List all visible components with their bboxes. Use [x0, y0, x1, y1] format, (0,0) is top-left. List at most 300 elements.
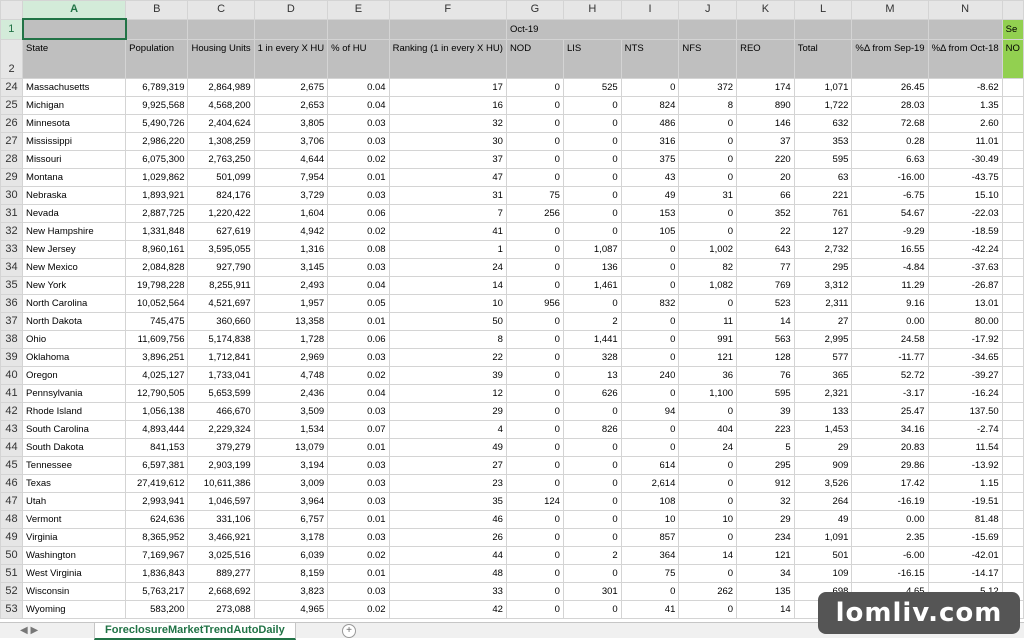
value-cell[interactable]: 0 — [563, 151, 621, 169]
value-cell[interactable]: 109 — [794, 565, 852, 583]
value-cell[interactable]: 1,046,597 — [188, 493, 254, 511]
value-cell[interactable]: 889,277 — [188, 565, 254, 583]
value-cell[interactable]: 1,087 — [563, 241, 621, 259]
value-cell[interactable]: 4,568,200 — [188, 97, 254, 115]
value-cell[interactable]: 0 — [506, 97, 563, 115]
value-cell[interactable]: 49 — [621, 187, 679, 205]
value-cell[interactable]: 11.29 — [852, 277, 928, 295]
value-cell[interactable]: -4.84 — [852, 259, 928, 277]
value-cell[interactable]: 121 — [679, 349, 737, 367]
value-cell[interactable]: 0 — [563, 169, 621, 187]
value-cell[interactable]: 82 — [679, 259, 737, 277]
value-cell[interactable]: 0 — [679, 223, 737, 241]
row-header[interactable]: 51 — [1, 565, 23, 583]
row-header[interactable]: 53 — [1, 601, 23, 619]
value-cell[interactable]: 364 — [621, 547, 679, 565]
value-cell[interactable]: 0 — [621, 421, 679, 439]
value-cell[interactable]: -30.49 — [928, 151, 1002, 169]
value-cell[interactable]: 1,957 — [254, 295, 328, 313]
row-header[interactable]: 47 — [1, 493, 23, 511]
column-heading[interactable]: 1 in every X HU — [254, 39, 328, 79]
value-cell[interactable]: 0 — [621, 313, 679, 331]
value-cell[interactable]: 0 — [506, 313, 563, 331]
col-header-h[interactable]: H — [563, 1, 621, 20]
value-cell[interactable]: 3,194 — [254, 457, 328, 475]
value-cell[interactable]: -13.92 — [928, 457, 1002, 475]
value-cell[interactable]: 0 — [506, 421, 563, 439]
value-cell[interactable]: 135 — [737, 583, 795, 601]
value-cell[interactable]: 5,653,599 — [188, 385, 254, 403]
value-cell[interactable]: 0.04 — [328, 97, 389, 115]
value-cell[interactable]: -22.03 — [928, 205, 1002, 223]
state-cell[interactable]: South Dakota — [23, 439, 126, 457]
value-cell[interactable]: 24 — [389, 259, 506, 277]
value-cell[interactable]: 0 — [506, 601, 563, 619]
value-cell[interactable]: 8,960,161 — [126, 241, 188, 259]
value-cell[interactable]: 301 — [563, 583, 621, 601]
value-cell[interactable]: 223 — [737, 421, 795, 439]
value-cell[interactable]: 3,595,055 — [188, 241, 254, 259]
value-cell[interactable]: 262 — [679, 583, 737, 601]
cell[interactable] — [1002, 277, 1023, 295]
value-cell[interactable]: 0.02 — [328, 547, 389, 565]
value-cell[interactable]: 501 — [794, 547, 852, 565]
value-cell[interactable]: 523 — [737, 295, 795, 313]
value-cell[interactable]: -42.01 — [928, 547, 1002, 565]
value-cell[interactable]: 1,893,921 — [126, 187, 188, 205]
value-cell[interactable]: 4 — [389, 421, 506, 439]
value-cell[interactable]: 0 — [679, 457, 737, 475]
state-cell[interactable]: Ohio — [23, 331, 126, 349]
value-cell[interactable]: 1,100 — [679, 385, 737, 403]
state-cell[interactable]: Nevada — [23, 205, 126, 223]
value-cell[interactable]: 11,609,756 — [126, 331, 188, 349]
state-cell[interactable]: Vermont — [23, 511, 126, 529]
cell[interactable] — [1002, 241, 1023, 259]
state-cell[interactable]: Massachusetts — [23, 79, 126, 97]
value-cell[interactable]: 1,453 — [794, 421, 852, 439]
col-header-f[interactable]: F — [389, 1, 506, 20]
value-cell[interactable]: 577 — [794, 349, 852, 367]
value-cell[interactable]: 221 — [794, 187, 852, 205]
value-cell[interactable]: 0 — [621, 241, 679, 259]
value-cell[interactable]: 22 — [389, 349, 506, 367]
value-cell[interactable]: 2,732 — [794, 241, 852, 259]
cell[interactable] — [1002, 169, 1023, 187]
value-cell[interactable]: 0.05 — [328, 295, 389, 313]
value-cell[interactable]: 16 — [389, 97, 506, 115]
value-cell[interactable]: 10,052,564 — [126, 295, 188, 313]
value-cell[interactable]: 2,993,941 — [126, 493, 188, 511]
value-cell[interactable]: 0 — [621, 331, 679, 349]
value-cell[interactable]: 13,358 — [254, 313, 328, 331]
value-cell[interactable]: 6,039 — [254, 547, 328, 565]
row-header[interactable]: 36 — [1, 295, 23, 313]
value-cell[interactable]: -3.17 — [852, 385, 928, 403]
value-cell[interactable]: -17.92 — [928, 331, 1002, 349]
value-cell[interactable]: 25.47 — [852, 403, 928, 421]
value-cell[interactable]: 20 — [737, 169, 795, 187]
col-header-k[interactable]: K — [737, 1, 795, 20]
value-cell[interactable]: 34 — [737, 565, 795, 583]
value-cell[interactable]: 0.03 — [328, 349, 389, 367]
value-cell[interactable]: 256 — [506, 205, 563, 223]
value-cell[interactable]: 0 — [679, 601, 737, 619]
value-cell[interactable]: 11.01 — [928, 133, 1002, 151]
value-cell[interactable]: 0 — [679, 475, 737, 493]
col-header-a[interactable]: A — [23, 1, 126, 20]
row-header[interactable]: 2 — [1, 39, 23, 79]
value-cell[interactable]: 2,969 — [254, 349, 328, 367]
value-cell[interactable]: 8 — [679, 97, 737, 115]
col-header-d[interactable]: D — [254, 1, 328, 20]
state-cell[interactable]: Virginia — [23, 529, 126, 547]
value-cell[interactable]: 0 — [563, 601, 621, 619]
value-cell[interactable]: 29 — [794, 439, 852, 457]
state-cell[interactable]: New Mexico — [23, 259, 126, 277]
cell[interactable] — [328, 19, 389, 39]
value-cell[interactable]: 41 — [621, 601, 679, 619]
state-cell[interactable]: Rhode Island — [23, 403, 126, 421]
value-cell[interactable]: 890 — [737, 97, 795, 115]
value-cell[interactable]: 2,675 — [254, 79, 328, 97]
value-cell[interactable]: 841,153 — [126, 439, 188, 457]
value-cell[interactable]: 20.83 — [852, 439, 928, 457]
value-cell[interactable]: 146 — [737, 115, 795, 133]
value-cell[interactable]: 7,954 — [254, 169, 328, 187]
value-cell[interactable]: 2 — [563, 313, 621, 331]
value-cell[interactable]: 43 — [621, 169, 679, 187]
row-header[interactable]: 42 — [1, 403, 23, 421]
value-cell[interactable]: 0.03 — [328, 403, 389, 421]
row-header[interactable]: 34 — [1, 259, 23, 277]
column-heading[interactable]: %Δ from Sep-19 — [852, 39, 928, 79]
row-header[interactable]: 46 — [1, 475, 23, 493]
value-cell[interactable]: 375 — [621, 151, 679, 169]
row-header[interactable]: 26 — [1, 115, 23, 133]
value-cell[interactable]: 2,311 — [794, 295, 852, 313]
row-header[interactable]: 41 — [1, 385, 23, 403]
value-cell[interactable]: 174 — [737, 79, 795, 97]
value-cell[interactable]: 1,461 — [563, 277, 621, 295]
value-cell[interactable]: 24.58 — [852, 331, 928, 349]
col-header-o[interactable] — [1002, 1, 1023, 20]
value-cell[interactable]: 0 — [506, 565, 563, 583]
value-cell[interactable]: 0 — [621, 583, 679, 601]
value-cell[interactable]: 352 — [737, 205, 795, 223]
value-cell[interactable]: 0 — [506, 367, 563, 385]
value-cell[interactable]: 9,925,568 — [126, 97, 188, 115]
value-cell[interactable]: 23 — [389, 475, 506, 493]
value-cell[interactable]: 0 — [679, 403, 737, 421]
value-cell[interactable]: 626 — [563, 385, 621, 403]
value-cell[interactable]: 10 — [679, 511, 737, 529]
state-cell[interactable]: Michigan — [23, 97, 126, 115]
value-cell[interactable]: 0 — [563, 403, 621, 421]
value-cell[interactable]: 1,836,843 — [126, 565, 188, 583]
col-header-e[interactable]: E — [328, 1, 389, 20]
value-cell[interactable]: 769 — [737, 277, 795, 295]
col-header-g[interactable]: G — [506, 1, 563, 20]
value-cell[interactable]: 614 — [621, 457, 679, 475]
row-header[interactable]: 43 — [1, 421, 23, 439]
row-header[interactable]: 30 — [1, 187, 23, 205]
value-cell[interactable]: 1,029,862 — [126, 169, 188, 187]
value-cell[interactable]: 0 — [679, 295, 737, 313]
value-cell[interactable]: 316 — [621, 133, 679, 151]
value-cell[interactable]: 1,220,422 — [188, 205, 254, 223]
state-cell[interactable]: Utah — [23, 493, 126, 511]
state-cell[interactable]: North Carolina — [23, 295, 126, 313]
value-cell[interactable]: 33 — [389, 583, 506, 601]
value-cell[interactable]: 0 — [679, 493, 737, 511]
cell[interactable] — [1002, 565, 1023, 583]
value-cell[interactable]: 1,441 — [563, 331, 621, 349]
value-cell[interactable]: 624,636 — [126, 511, 188, 529]
column-heading[interactable]: NFS — [679, 39, 737, 79]
row-header[interactable]: 52 — [1, 583, 23, 601]
value-cell[interactable]: 0 — [621, 349, 679, 367]
value-cell[interactable]: 0 — [563, 97, 621, 115]
value-cell[interactable]: 37 — [737, 133, 795, 151]
cell[interactable] — [1002, 97, 1023, 115]
value-cell[interactable]: 6,757 — [254, 511, 328, 529]
value-cell[interactable]: 2 — [563, 547, 621, 565]
value-cell[interactable]: 2,887,725 — [126, 205, 188, 223]
value-cell[interactable]: -37.63 — [928, 259, 1002, 277]
value-cell[interactable]: -16.00 — [852, 169, 928, 187]
value-cell[interactable]: 0.08 — [328, 241, 389, 259]
value-cell[interactable]: 0 — [679, 115, 737, 133]
value-cell[interactable]: 0 — [506, 259, 563, 277]
cell[interactable] — [126, 19, 188, 39]
value-cell[interactable]: 121 — [737, 547, 795, 565]
column-heading[interactable]: LIS — [563, 39, 621, 79]
cell[interactable] — [1002, 457, 1023, 475]
value-cell[interactable]: 0.02 — [328, 151, 389, 169]
value-cell[interactable]: 0 — [506, 457, 563, 475]
value-cell[interactable]: 63 — [794, 169, 852, 187]
value-cell[interactable]: 11.54 — [928, 439, 1002, 457]
value-cell[interactable]: 0.01 — [328, 313, 389, 331]
value-cell[interactable]: 0 — [563, 205, 621, 223]
state-cell[interactable]: Pennsylvania — [23, 385, 126, 403]
value-cell[interactable]: 5 — [737, 439, 795, 457]
value-cell[interactable]: 365 — [794, 367, 852, 385]
col-header-c[interactable]: C — [188, 1, 254, 20]
value-cell[interactable]: 0.03 — [328, 133, 389, 151]
value-cell[interactable]: 295 — [737, 457, 795, 475]
value-cell[interactable]: 5,763,217 — [126, 583, 188, 601]
state-cell[interactable]: Texas — [23, 475, 126, 493]
value-cell[interactable]: 3,706 — [254, 133, 328, 151]
value-cell[interactable]: 1,091 — [794, 529, 852, 547]
value-cell[interactable]: 0 — [506, 115, 563, 133]
value-cell[interactable]: 1,082 — [679, 277, 737, 295]
value-cell[interactable]: 0 — [563, 223, 621, 241]
select-all-corner[interactable] — [1, 1, 23, 20]
value-cell[interactable]: 77 — [737, 259, 795, 277]
value-cell[interactable]: 2,614 — [621, 475, 679, 493]
value-cell[interactable]: 127 — [794, 223, 852, 241]
value-cell[interactable]: 525 — [563, 79, 621, 97]
value-cell[interactable]: 1,308,259 — [188, 133, 254, 151]
value-cell[interactable]: -11.77 — [852, 349, 928, 367]
value-cell[interactable]: 5,490,726 — [126, 115, 188, 133]
value-cell[interactable]: 8,365,952 — [126, 529, 188, 547]
value-cell[interactable]: 0.03 — [328, 529, 389, 547]
value-cell[interactable]: 1,728 — [254, 331, 328, 349]
value-cell[interactable]: 34.16 — [852, 421, 928, 439]
value-cell[interactable]: 486 — [621, 115, 679, 133]
value-cell[interactable]: 909 — [794, 457, 852, 475]
value-cell[interactable]: 832 — [621, 295, 679, 313]
value-cell[interactable]: -43.75 — [928, 169, 1002, 187]
value-cell[interactable]: 66 — [737, 187, 795, 205]
value-cell[interactable]: 1,534 — [254, 421, 328, 439]
column-heading[interactable]: Population — [126, 39, 188, 79]
column-heading[interactable]: %Δ from Oct-18 — [928, 39, 1002, 79]
value-cell[interactable]: 29 — [389, 403, 506, 421]
value-cell[interactable]: 0.01 — [328, 511, 389, 529]
value-cell[interactable]: 0 — [679, 133, 737, 151]
cell[interactable] — [1002, 349, 1023, 367]
value-cell[interactable]: 44 — [389, 547, 506, 565]
value-cell[interactable]: 31 — [389, 187, 506, 205]
value-cell[interactable]: -14.17 — [928, 565, 1002, 583]
value-cell[interactable]: 14 — [737, 601, 795, 619]
value-cell[interactable]: 0 — [563, 115, 621, 133]
value-cell[interactable]: 4,025,127 — [126, 367, 188, 385]
value-cell[interactable]: 295 — [794, 259, 852, 277]
value-cell[interactable]: 331,106 — [188, 511, 254, 529]
cell[interactable] — [1002, 187, 1023, 205]
value-cell[interactable]: 12,790,505 — [126, 385, 188, 403]
value-cell[interactable]: 2,668,692 — [188, 583, 254, 601]
value-cell[interactable]: -16.19 — [852, 493, 928, 511]
value-cell[interactable]: 563 — [737, 331, 795, 349]
cell[interactable] — [1002, 475, 1023, 493]
value-cell[interactable]: -16.15 — [852, 565, 928, 583]
state-cell[interactable]: New York — [23, 277, 126, 295]
value-cell[interactable]: 0 — [563, 475, 621, 493]
value-cell[interactable]: 0 — [506, 133, 563, 151]
value-cell[interactable]: 7,169,967 — [126, 547, 188, 565]
add-sheet-icon[interactable]: + — [342, 624, 356, 638]
value-cell[interactable]: 0 — [506, 583, 563, 601]
value-cell[interactable]: 0 — [506, 241, 563, 259]
state-cell[interactable]: Oregon — [23, 367, 126, 385]
row-header[interactable]: 44 — [1, 439, 23, 457]
cell[interactable] — [1002, 331, 1023, 349]
row-header[interactable]: 37 — [1, 313, 23, 331]
value-cell[interactable]: 595 — [794, 151, 852, 169]
value-cell[interactable]: 26.45 — [852, 79, 928, 97]
value-cell[interactable]: 0 — [621, 79, 679, 97]
value-cell[interactable]: -26.87 — [928, 277, 1002, 295]
cell[interactable] — [852, 19, 928, 39]
state-cell[interactable]: Washington — [23, 547, 126, 565]
value-cell[interactable]: 2,986,220 — [126, 133, 188, 151]
cell[interactable] — [679, 19, 737, 39]
cell[interactable] — [1002, 367, 1023, 385]
value-cell[interactable]: 2,653 — [254, 97, 328, 115]
value-cell[interactable]: 0 — [506, 529, 563, 547]
cell[interactable] — [928, 19, 1002, 39]
value-cell[interactable]: 72.68 — [852, 115, 928, 133]
cell[interactable] — [1002, 439, 1023, 457]
row-header[interactable]: 32 — [1, 223, 23, 241]
cell[interactable] — [1002, 529, 1023, 547]
value-cell[interactable]: 824,176 — [188, 187, 254, 205]
value-cell[interactable]: 0 — [506, 169, 563, 187]
value-cell[interactable]: 240 — [621, 367, 679, 385]
value-cell[interactable]: 24 — [679, 439, 737, 457]
value-cell[interactable]: 1,733,041 — [188, 367, 254, 385]
value-cell[interactable]: 75 — [621, 565, 679, 583]
value-cell[interactable]: -6.75 — [852, 187, 928, 205]
cell[interactable] — [1002, 313, 1023, 331]
value-cell[interactable]: 0.03 — [328, 259, 389, 277]
value-cell[interactable]: -18.59 — [928, 223, 1002, 241]
value-cell[interactable]: 22 — [737, 223, 795, 241]
value-cell[interactable]: 0 — [621, 259, 679, 277]
value-cell[interactable]: 2,229,324 — [188, 421, 254, 439]
value-cell[interactable]: 0.04 — [328, 277, 389, 295]
value-cell[interactable]: 0 — [563, 133, 621, 151]
column-heading[interactable]: % of HU — [328, 39, 389, 79]
row-header[interactable]: 35 — [1, 277, 23, 295]
value-cell[interactable]: 220 — [737, 151, 795, 169]
value-cell[interactable]: 2,084,828 — [126, 259, 188, 277]
value-cell[interactable]: 0.00 — [852, 313, 928, 331]
value-cell[interactable]: 4,748 — [254, 367, 328, 385]
value-cell[interactable]: 826 — [563, 421, 621, 439]
state-cell[interactable]: Minnesota — [23, 115, 126, 133]
value-cell[interactable]: 49 — [794, 511, 852, 529]
value-cell[interactable]: 824 — [621, 97, 679, 115]
selected-cell-a1[interactable] — [23, 19, 126, 39]
value-cell[interactable]: 0.03 — [328, 583, 389, 601]
value-cell[interactable]: 0 — [563, 565, 621, 583]
value-cell[interactable]: 27,419,612 — [126, 475, 188, 493]
value-cell[interactable]: 0.02 — [328, 223, 389, 241]
value-cell[interactable]: 19,798,228 — [126, 277, 188, 295]
value-cell[interactable]: 4,893,444 — [126, 421, 188, 439]
value-cell[interactable]: 32 — [737, 493, 795, 511]
value-cell[interactable]: 0 — [563, 187, 621, 205]
column-heading[interactable]: State — [23, 39, 126, 79]
value-cell[interactable]: 1,712,841 — [188, 349, 254, 367]
value-cell[interactable]: 372 — [679, 79, 737, 97]
value-cell[interactable]: -39.27 — [928, 367, 1002, 385]
value-cell[interactable]: 46 — [389, 511, 506, 529]
cell[interactable] — [254, 19, 328, 39]
value-cell[interactable]: 15.10 — [928, 187, 1002, 205]
value-cell[interactable]: 0.02 — [328, 601, 389, 619]
value-cell[interactable]: 0.00 — [852, 511, 928, 529]
month-band-label[interactable]: Oct-19 — [506, 19, 678, 39]
value-cell[interactable]: 30 — [389, 133, 506, 151]
cell[interactable] — [1002, 115, 1023, 133]
value-cell[interactable]: 94 — [621, 403, 679, 421]
value-cell[interactable]: 3,145 — [254, 259, 328, 277]
value-cell[interactable]: 234 — [737, 529, 795, 547]
value-cell[interactable]: 2,903,199 — [188, 457, 254, 475]
value-cell[interactable]: 14 — [389, 277, 506, 295]
value-cell[interactable]: 595 — [737, 385, 795, 403]
state-cell[interactable]: Mississippi — [23, 133, 126, 151]
